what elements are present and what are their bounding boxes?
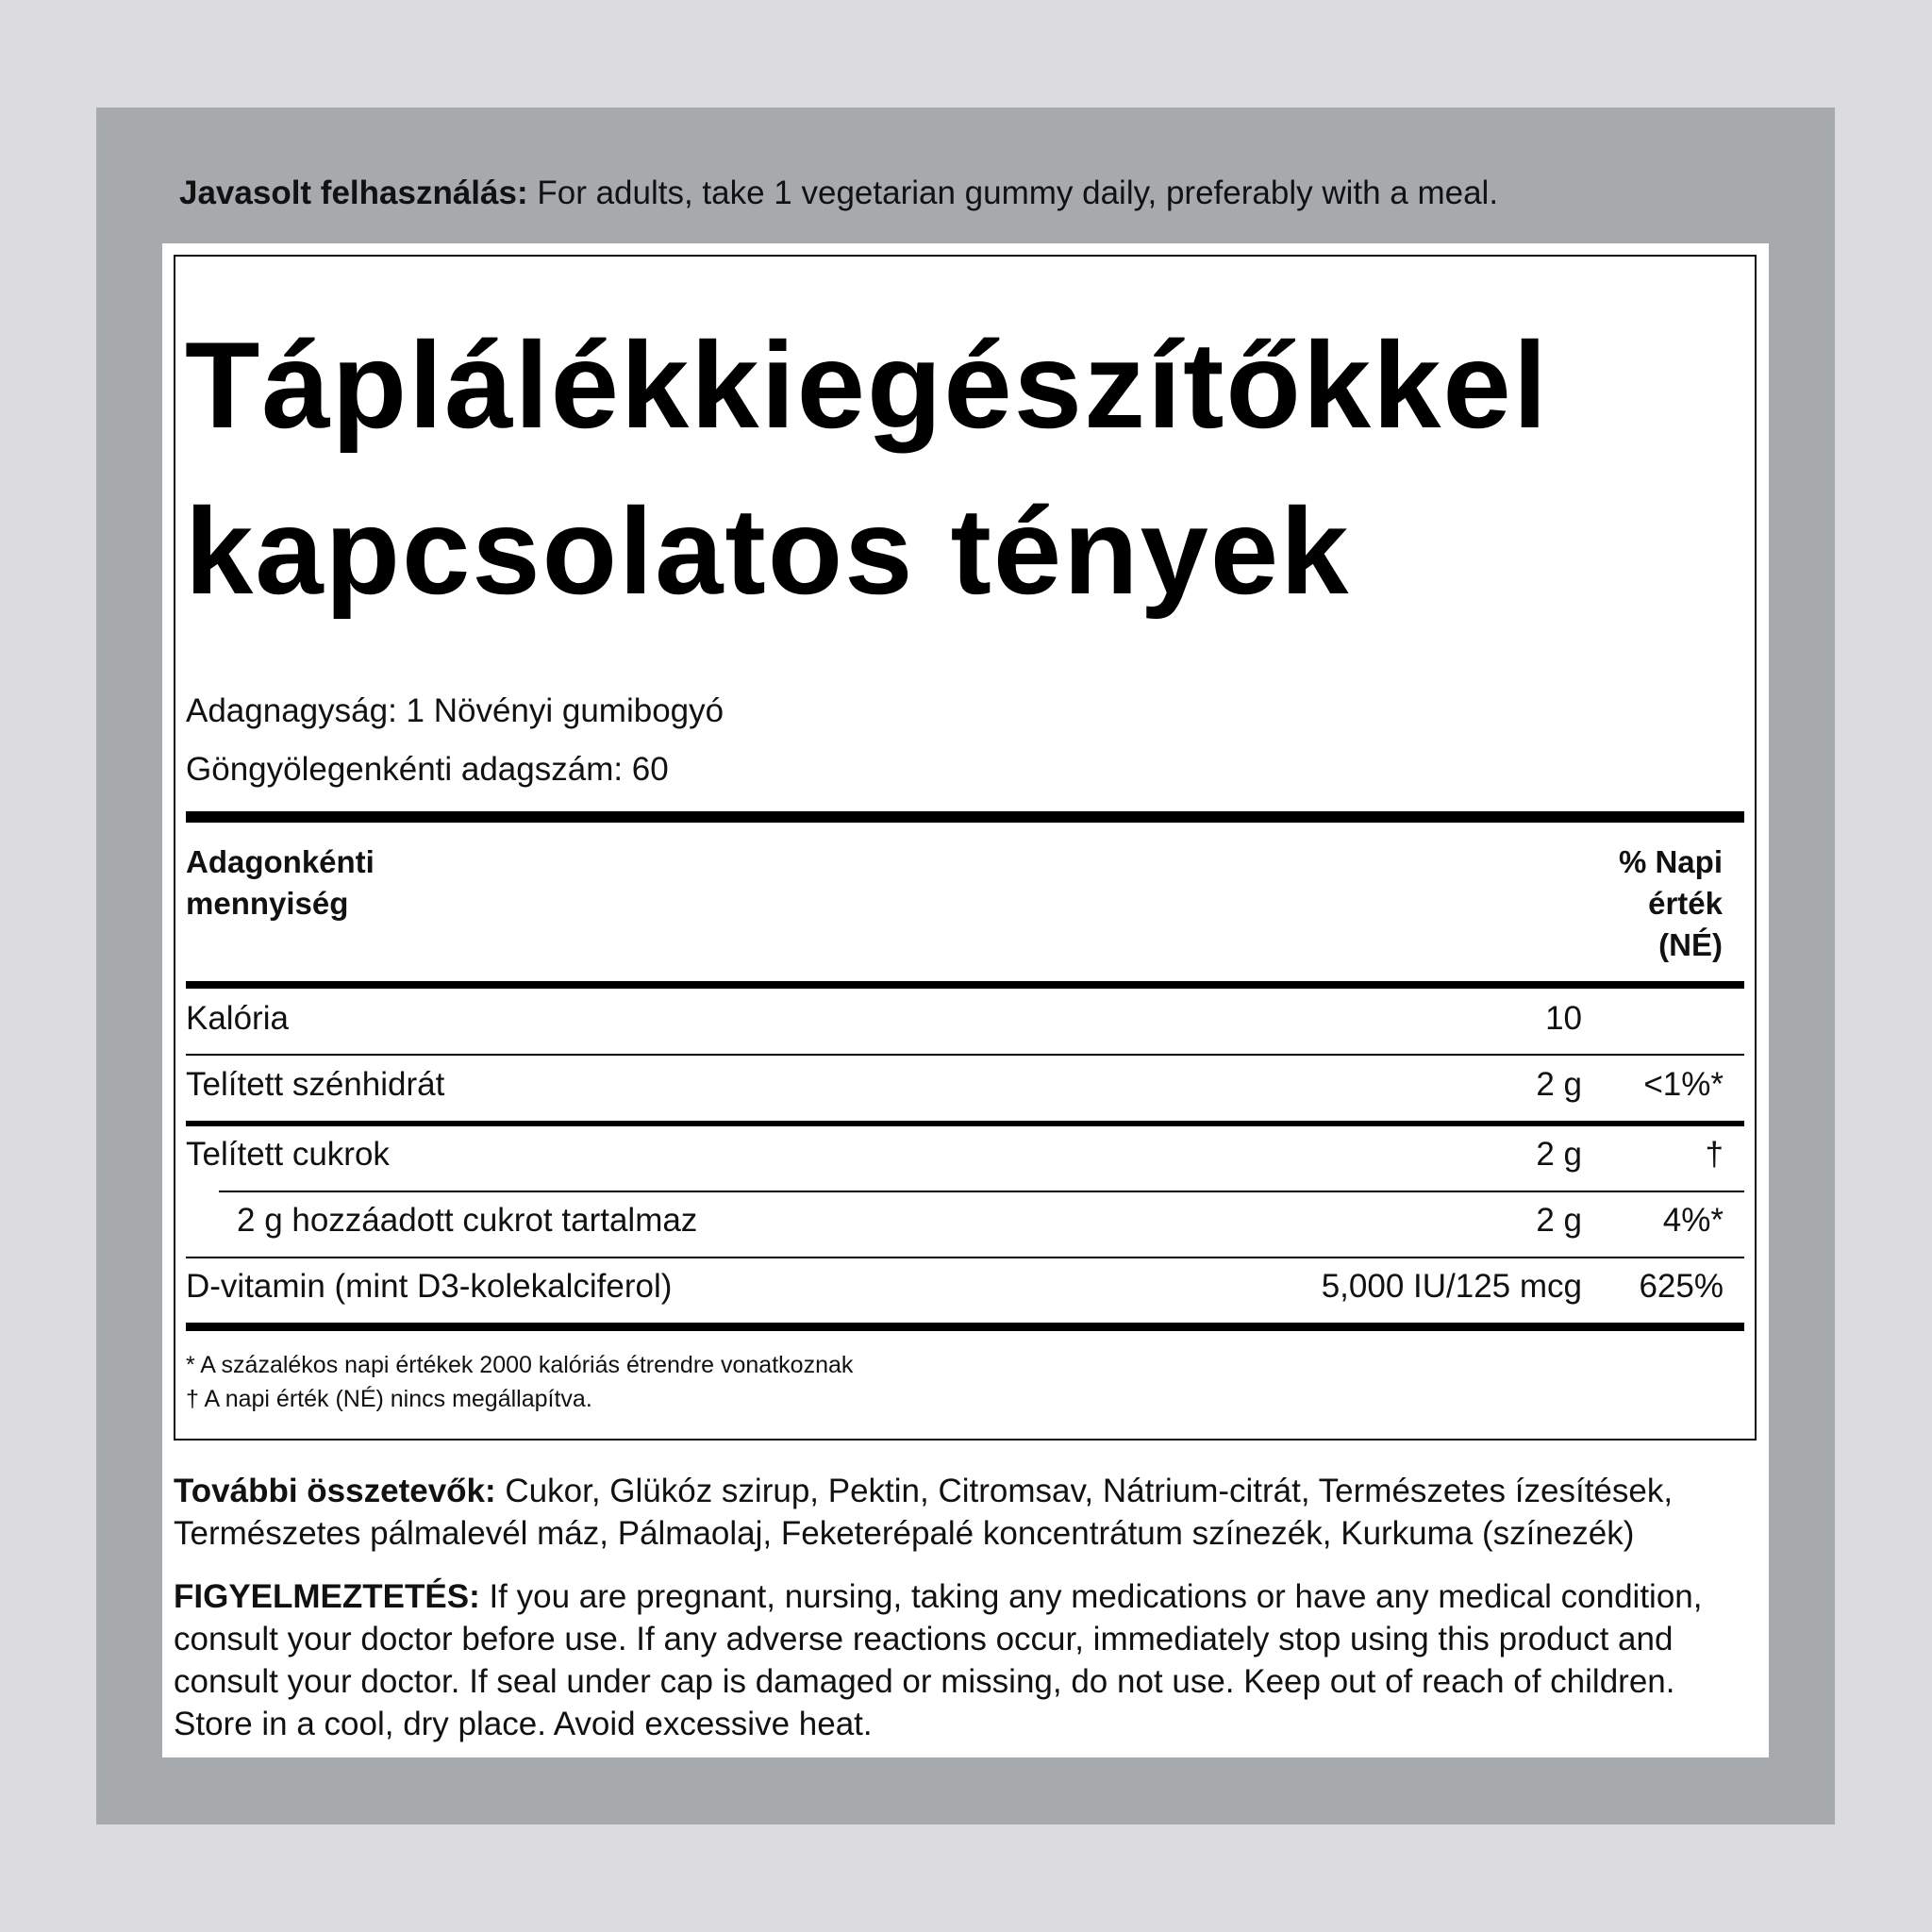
nutrient-amount: 10: [1545, 1000, 1582, 1037]
nutrient-row: [186, 1122, 1744, 1188]
nutrient-amount: 2 g: [1536, 1202, 1582, 1239]
nutrient-row: [186, 1188, 1744, 1254]
nutrient-daily-value: 625%: [1639, 1268, 1724, 1305]
nutrient-amount: 2 g: [1536, 1066, 1582, 1103]
facts-title-line1: Táplálékkiegészítőkkel: [185, 316, 1549, 454]
warning: [174, 1575, 1758, 1745]
nutrient-name: Telített cukrok: [186, 1136, 390, 1173]
nutrient-name: 2 g hozzáadott cukrot tartalmaz: [237, 1202, 698, 1239]
nutrient-daily-value: <1%*: [1643, 1066, 1724, 1103]
nutrient-daily-value: †: [1705, 1136, 1724, 1173]
footnote-not-established: † A napi érték (NÉ) nincs megállapítva.: [186, 1386, 592, 1412]
suggested-use-text: For adults, take 1 vegetarian gummy daily, preferably with a meal.: [527, 175, 1499, 211]
suggested-use: [179, 172, 1783, 215]
nutrient-name: Kalória: [186, 1000, 289, 1037]
nutrient-amount: 2 g: [1536, 1136, 1582, 1173]
warning-label: FIGYELMEZTETÉS:: [174, 1578, 480, 1615]
suggested-use-label: Javasolt felhasználás:: [179, 175, 528, 211]
nutrient-name: Telített szénhidrát: [186, 1066, 445, 1103]
other-ingredients-label: További összetevők:: [174, 1473, 496, 1509]
servings-per-container: Göngyölegenkénti adagszám: 60: [186, 751, 669, 788]
nutrient-daily-value: 4%*: [1662, 1202, 1724, 1239]
amount-header-line2: mennyiség: [186, 886, 349, 921]
facts-title-line2: kapcsolatos tények: [185, 482, 1351, 620]
footnote-daily-value: * A százalékos napi értékek 2000 kalóriás étrendre vonatkoznak: [186, 1352, 854, 1378]
amount-header-line1: Adagonkénti: [186, 844, 375, 879]
other-ingredients-text: Cukor, Glükóz szirup, Pektin, Citromsav, Nátrium-citrát, Természetes ízesítések, Természetes pálmalevél máz, Pálmaolaj, Feketerépalé koncentrátum színezék, Kurkuma (színezék): [174, 1473, 1674, 1552]
nutrient-row: [186, 1052, 1744, 1118]
dv-header-line2: érték: [1648, 886, 1723, 921]
other-ingredients: [174, 1470, 1758, 1555]
nutrient-row: [186, 986, 1744, 1052]
nutrient-amount: 5,000 IU/125 mcg: [1321, 1268, 1582, 1305]
facts-title: [185, 302, 1770, 634]
dv-header-line3: (NÉ): [1658, 927, 1723, 962]
serving-size: Adagnagyság: 1 Növényi gumibogyó: [186, 692, 724, 729]
dv-header-line1: % Napi: [1618, 844, 1723, 879]
thick-divider: [186, 1323, 1744, 1331]
thick-divider: [186, 811, 1744, 823]
nutrient-row: [186, 1254, 1744, 1320]
amount-per-serving-header: [186, 841, 375, 924]
nutrient-name: D-vitamin (mint D3-kolekalciferol): [186, 1268, 673, 1305]
daily-value-header: [1619, 841, 1723, 966]
warning-text: If you are pregnant, nursing, taking any medications or have any medical condition, consult your doctor before use. If any adverse reactions occur, immediately stop using this product and consult your doctor. If seal under cap is damaged or missing, do not use. Keep out of reach of children. Store in a cool, dry place. Avoid excessive heat.: [174, 1578, 1703, 1742]
